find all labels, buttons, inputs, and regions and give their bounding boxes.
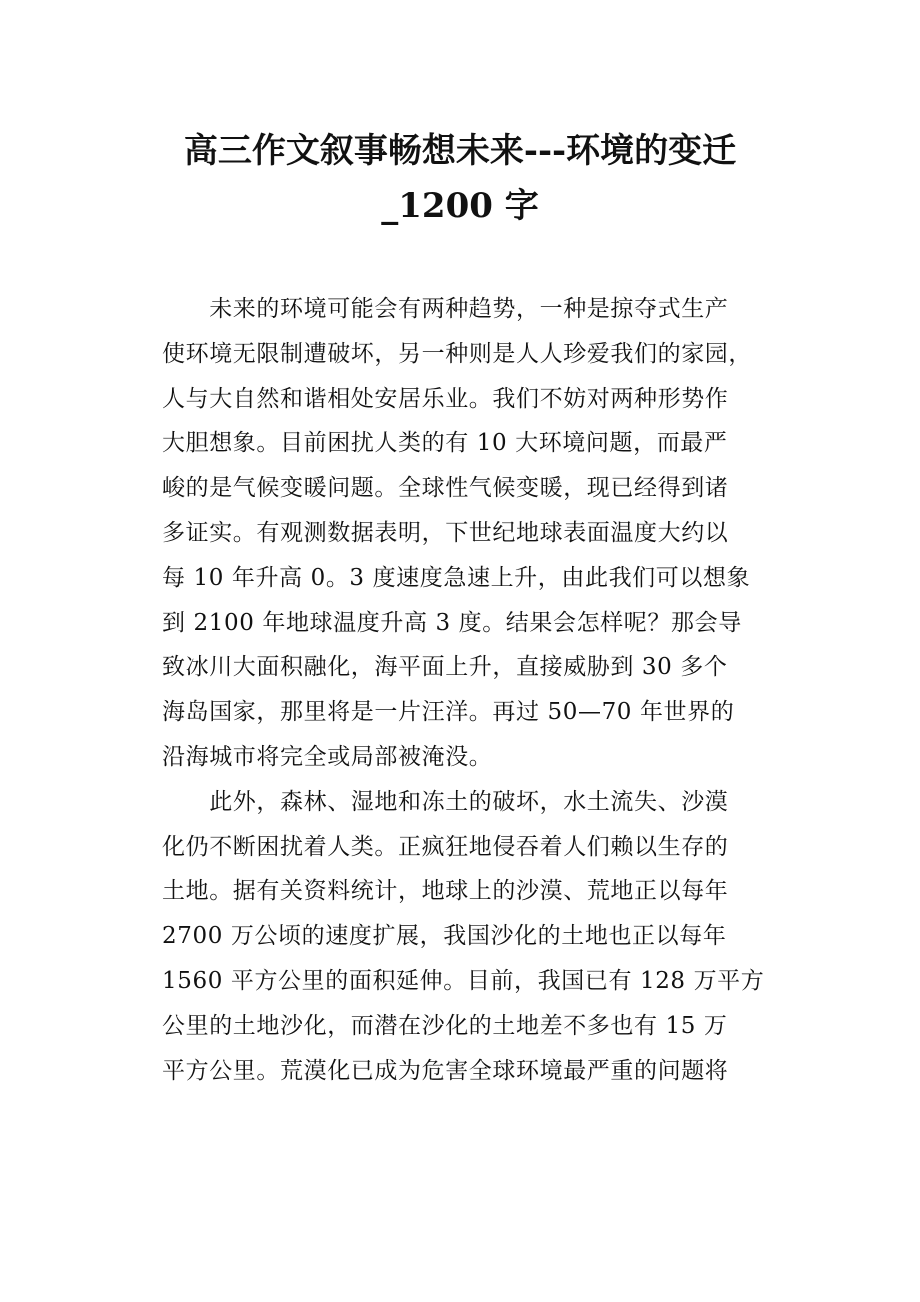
paragraph-line: 每 10 年升高 0。3 度速度急速上升，由此我们可以想象 xyxy=(162,564,751,591)
paragraph-line: 海岛国家，那里将是一片汪洋。再过 50—70 年世界的 xyxy=(162,699,735,726)
paragraph-line: 人与大自然和谐相处安居乐业。我们不妨对两种形势作 xyxy=(162,385,729,412)
paragraph-1 xyxy=(162,287,762,780)
paragraph-line: 大胆想象。目前困扰人类的有 10 大环境问题，而最严 xyxy=(162,430,728,457)
paragraph-line: 致冰川大面积融化，海平面上升，直接威胁到 30 多个 xyxy=(162,654,728,681)
paragraph-line: 沿海城市将完全或局部被淹没。 xyxy=(162,743,493,770)
paragraph-line: 多证实。有观测数据表明，下世纪地球表面温度大约以 xyxy=(162,519,729,546)
document-title xyxy=(110,124,810,234)
paragraph-2 xyxy=(162,780,765,1094)
paragraph-line: 2700 万公顷的速度扩展，我国沙化的土地也正以每年 xyxy=(162,923,727,950)
paragraph-line: 平方公里。荒漠化已成为危害全球环境最严重的问题将 xyxy=(162,1057,729,1084)
paragraph-line: 此外，森林、湿地和冻土的破坏，水土流失、沙漠 xyxy=(162,788,729,815)
document-body xyxy=(162,287,765,1093)
paragraph-line: 土地。据有关资料统计，地球上的沙漠、荒地正以每年 xyxy=(162,878,729,905)
paragraph-line: 到 2100 年地球温度升高 3 度。结果会怎样呢？那会导 xyxy=(162,609,742,636)
paragraph-line: 化仍不断困扰着人类。正疯狂地侵吞着人们赖以生存的 xyxy=(162,833,729,860)
paragraph-line: 峻的是气候变暖问题。全球性气候变暖，现已经得到诸 xyxy=(162,475,729,502)
title-line-1: 高三作文叙事畅想未来---环境的变迁 xyxy=(183,131,737,171)
paragraph-line: 公里的土地沙化，而潜在沙化的土地差不多也有 15 万 xyxy=(162,1012,728,1039)
paragraph-line: 1560 平方公里的面积延伸。目前，我国已有 128 万平方 xyxy=(162,967,765,994)
title-line-2: _1200 字 xyxy=(381,186,539,226)
paragraph-line: 使环境无限制遭破坏，另一种则是人人珍爱我们的家园， xyxy=(162,340,752,367)
paragraph-line: 未来的环境可能会有两种趋势，一种是掠夺式生产 xyxy=(162,296,729,322)
